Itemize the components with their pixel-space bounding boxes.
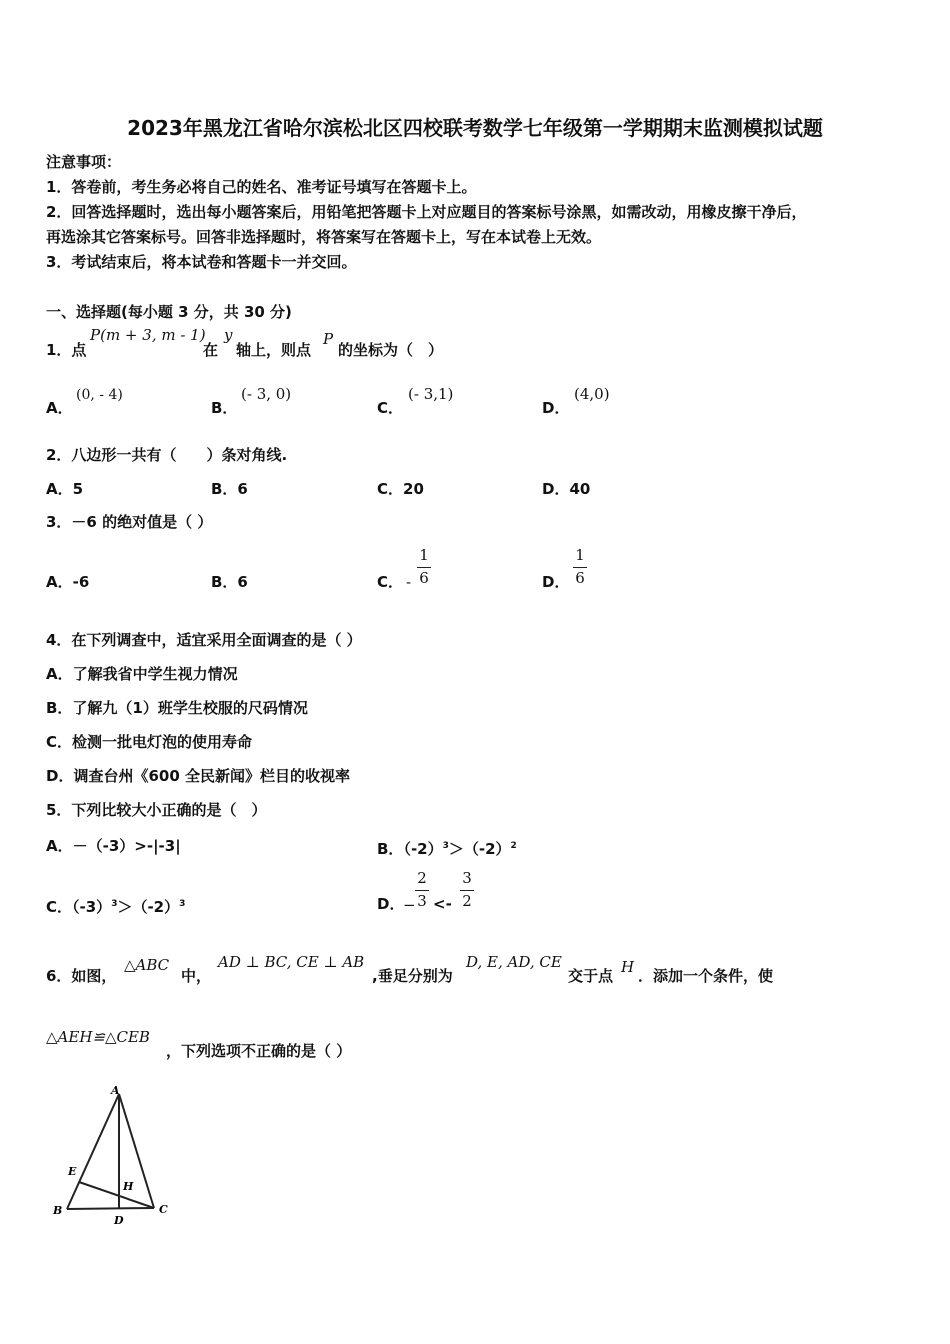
q1-prefix: 1．点 xyxy=(46,341,87,359)
q1-option-c-label: C． xyxy=(377,399,404,417)
q2-option-a: A．5 xyxy=(46,480,84,498)
fraction-bar xyxy=(417,567,431,568)
q5-option-c-base1: （-3） xyxy=(72,898,112,916)
q1-option-b-label: B． xyxy=(211,399,238,417)
q3-option-d-fraction xyxy=(573,546,587,589)
figure-label-e: E xyxy=(68,1165,77,1178)
segment-ce xyxy=(79,1182,154,1208)
q5-option-d-frac1 xyxy=(415,869,429,912)
q1-option-c-value: (- 3,1) xyxy=(408,385,454,403)
q1-suffix: 的坐标为（ ） xyxy=(338,341,444,359)
q3-option-c-denominator: 6 xyxy=(419,569,429,587)
q3-option-d-label: D． xyxy=(542,573,570,591)
q3-option-d-denominator: 6 xyxy=(575,569,585,587)
exam-title: 2023年黑龙江省哈尔滨松北区四校联考数学七年级第一学期期末监测模拟试题 xyxy=(127,116,823,140)
q1-axis: y xyxy=(224,326,233,344)
q6-mid4: ．添加一个条件，使 xyxy=(638,967,774,985)
q1-mid2: 轴上，则点 xyxy=(236,341,312,359)
q5-option-b-op: ＞（-2） xyxy=(448,840,511,858)
q6-triangle: △ABC xyxy=(124,956,170,974)
q3-stem: 3．－6 的绝对值是（ ） xyxy=(46,513,213,531)
q5-option-c xyxy=(46,894,185,917)
figure-label-c: C xyxy=(159,1203,168,1216)
q5-option-c-exp2: 3 xyxy=(179,899,186,909)
q5-option-d-label: D． xyxy=(377,895,405,913)
q4-stem: 4．在下列调查中，适宜采用全面调查的是（ ） xyxy=(46,631,362,649)
q1-option-a-label: A． xyxy=(46,399,73,417)
fraction-bar xyxy=(573,567,587,568)
q6-feet: D, E, AD, CE xyxy=(466,953,562,971)
q1-point-expr: P(m + 3, m - 1) xyxy=(90,326,206,344)
q4-option-d: D．调查台州《600 全民新闻》栏目的收视率 xyxy=(46,767,350,785)
fraction-bar xyxy=(460,890,474,891)
notice-item-1: 1．答卷前，考生务必将自己的姓名、准考证号填写在答题卡上。 xyxy=(46,178,477,196)
q3-option-c-label: C． xyxy=(377,573,404,591)
q5-option-d-den2: 2 xyxy=(462,892,472,910)
q5-option-a: A．－（-3）>-|-3| xyxy=(46,837,181,855)
q6-point-h: H xyxy=(621,958,635,976)
q5-option-c-op: ＞（-2） xyxy=(117,898,180,916)
q6-prefix: 6．如图， xyxy=(46,967,117,985)
q5-option-d-num1: 2 xyxy=(417,869,427,887)
q4-option-a: A．了解我省中学生视力情况 xyxy=(46,665,238,683)
figure-label-b: B xyxy=(53,1204,63,1217)
segment-ab xyxy=(67,1094,119,1209)
q5-option-d-op: <- xyxy=(433,895,452,913)
q2-option-c: C．20 xyxy=(377,480,424,498)
q2-stem: 2．八边形一共有（ ）条对角线. xyxy=(46,446,288,464)
q6-perpendicular: AD ⊥ BC, CE ⊥ AB xyxy=(218,953,365,971)
q3-option-a: A．-6 xyxy=(46,573,90,591)
q6-mid2: ,垂足分别为 xyxy=(372,967,453,985)
q3-option-b: B．6 xyxy=(211,573,248,591)
figure-label-a: A xyxy=(111,1084,120,1097)
q4-option-b: B．了解九（1）班学生校服的尺码情况 xyxy=(46,699,308,717)
q5-option-d-frac2 xyxy=(460,869,474,912)
notice-item-3: 3．考试结束后，将本试卷和答题卡一并交回。 xyxy=(46,253,357,271)
q5-option-c-exp1: 3 xyxy=(111,899,118,909)
q3-option-d-numerator: 1 xyxy=(575,546,585,564)
notice-item-2-cont: 再选涂其它答案标号。回答非选择题时，将答案写在答题卡上，写在本试卷上无效。 xyxy=(46,228,602,246)
q1-option-a-value: (0, - 4) xyxy=(76,387,123,403)
q2-option-d: D．40 xyxy=(542,480,591,498)
q5-stem: 5．下列比较大小正确的是（ ） xyxy=(46,801,267,819)
q5-option-b xyxy=(377,836,517,859)
q3-option-c-sign: - xyxy=(406,573,412,591)
q5-option-d-num2: 3 xyxy=(462,869,472,887)
notice-item-2: 2．回答选择题时，选出每小题答案后，用铅笔把答题卡上对应题目的答案标号涂黑，如需改动，用橡皮擦干净后， xyxy=(46,203,807,221)
q5-option-b-exp1: 3 xyxy=(442,841,449,851)
q1-option-d-value: (4,0) xyxy=(574,385,610,403)
q6-mid1: 中， xyxy=(181,967,212,985)
q2-option-b: B．6 xyxy=(211,480,248,498)
q5-option-b-label: B． xyxy=(377,840,404,858)
q5-option-d-den1: 3 xyxy=(417,892,427,910)
fraction-bar xyxy=(415,890,429,891)
q5-option-d-neg: − xyxy=(403,896,416,914)
q6-congruence: △AEH≌△CEB xyxy=(46,1028,150,1046)
q4-option-c: C．检测一批电灯泡的使用寿命 xyxy=(46,733,253,751)
figure-label-d: D xyxy=(114,1214,124,1227)
notice-heading: 注意事项： xyxy=(46,153,122,171)
q3-option-c-fraction xyxy=(417,546,431,589)
q6-triangle-figure xyxy=(50,1082,180,1232)
q6-mid3: 交于点 xyxy=(568,967,614,985)
section-heading: 一、选择题(每小题 3 分，共 30 分) xyxy=(46,303,292,321)
q1-option-d-label: D． xyxy=(542,399,570,417)
figure-label-h: H xyxy=(123,1180,134,1193)
q1-mid: 在 xyxy=(203,341,219,359)
q6-tail: ，下列选项不正确的是（ ） xyxy=(166,1042,352,1060)
q5-option-b-exp2: 2 xyxy=(510,841,517,851)
q5-option-b-base1: （-2） xyxy=(403,840,443,858)
segment-bc xyxy=(67,1208,154,1209)
q3-option-c-numerator: 1 xyxy=(419,546,429,564)
q1-option-b-value: (- 3, 0) xyxy=(241,385,292,403)
q5-option-c-label: C． xyxy=(46,898,73,916)
q1-point-p: P xyxy=(323,330,334,348)
